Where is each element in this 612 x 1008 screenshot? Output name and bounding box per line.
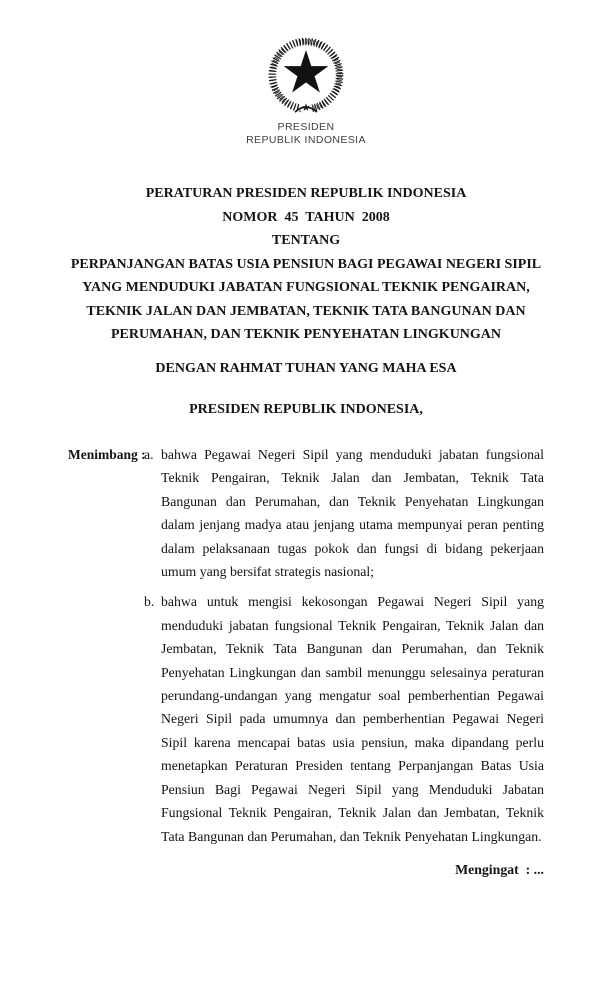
letterhead-presiden-line: PRESIDEN bbox=[277, 121, 335, 133]
item-b-text: bahwa untuk mengisi kekosongan Pegawai Negeri Sipil yang menduduki jabatan fungsional Teknik Pengairan, Teknik Jalan dan Jembatan, Teknik Tata Bangunan dan Perumahan, dan Teknik Penyehatan Lingkungan dan sambil menunggu selesainya peraturan perundang-undangan yang mengatur soal pemberhentian Pegawai Negeri Sipil pada umumnya dan pemberhentian Pegawai Negeri Sipil karena mencapai batas usia pensiun, maka dipandang perlu menetapkan Peraturan Presiden tentang Perpanjangan Batas Usia Pensiun Bagi Pegawai Negeri Sipil yang Menduduki Jabatan Fungsional Teknik Pengairan, Teknik Jalan dan Jembatan, Teknik Tata Bangunan dan Perumahan, dan Teknik Penyehatan Lingkungan. bbox=[161, 594, 544, 844]
mengingat-catchword: Mengingat : ... bbox=[455, 862, 544, 877]
issuer-line: PRESIDEN REPUBLIK INDONESIA, bbox=[189, 402, 423, 417]
title-line-peraturan: PERATURAN PRESIDEN REPUBLIK INDONESIA bbox=[145, 186, 467, 201]
consideration-item-a bbox=[144, 443, 544, 583]
letterhead bbox=[0, 34, 612, 147]
title-line-subject-3: TEKNIK JALAN DAN JEMBATAN, TEKNIK TATA BANGUNAN DAN bbox=[86, 303, 526, 319]
considerations-section bbox=[68, 443, 544, 848]
title-line-nomor: NOMOR 45 TAHUN 2008 bbox=[222, 209, 390, 225]
title-line-tentang: TENTANG bbox=[271, 233, 341, 248]
item-a-text: bahwa Pegawai Negeri Sipil yang menduduki jabatan fungsional Teknik Pengairan, Teknik Jalan dan Jembatan, Teknik Tata Bangunan dan Perumahan, dan Teknik Penyehatan Lingkungan dalam jenjang madya atau jenjang utama mempunyai peran penting dalam pelaksanaan tugas pokok dan fungsi di bidang pekerjaan umum yang bersifat strategis nasional; bbox=[161, 447, 544, 580]
considerations-list bbox=[144, 443, 544, 848]
title-line-subject-2: YANG MENDUDUKI JABATAN FUNGSIONAL TEKNIK PENGAIRAN, bbox=[82, 280, 530, 295]
item-a-marker: a. bbox=[144, 447, 154, 462]
title-line-subject-4: PERUMAHAN, DAN TEKNIK PENYEHATAN LINGKUNGAN bbox=[110, 327, 502, 342]
letterhead-institution bbox=[0, 121, 612, 147]
invocation-line: DENGAN RAHMAT TUHAN YANG MAHA ESA bbox=[155, 361, 457, 376]
consideration-item-b bbox=[144, 590, 544, 847]
regulation-title-block bbox=[0, 182, 612, 347]
letterhead-republik-indonesia-line: REPUBLIK INDONESIA bbox=[246, 134, 366, 146]
menimbang-label: Menimbang : bbox=[68, 447, 146, 462]
presidential-star-wreath-emblem-icon bbox=[264, 34, 348, 118]
title-line-subject-1: PERPANJANGAN BATAS USIA PENSIUN BAGI PEGAWAI NEGERI SIPIL bbox=[70, 256, 542, 272]
item-b-marker: b. bbox=[144, 594, 155, 610]
